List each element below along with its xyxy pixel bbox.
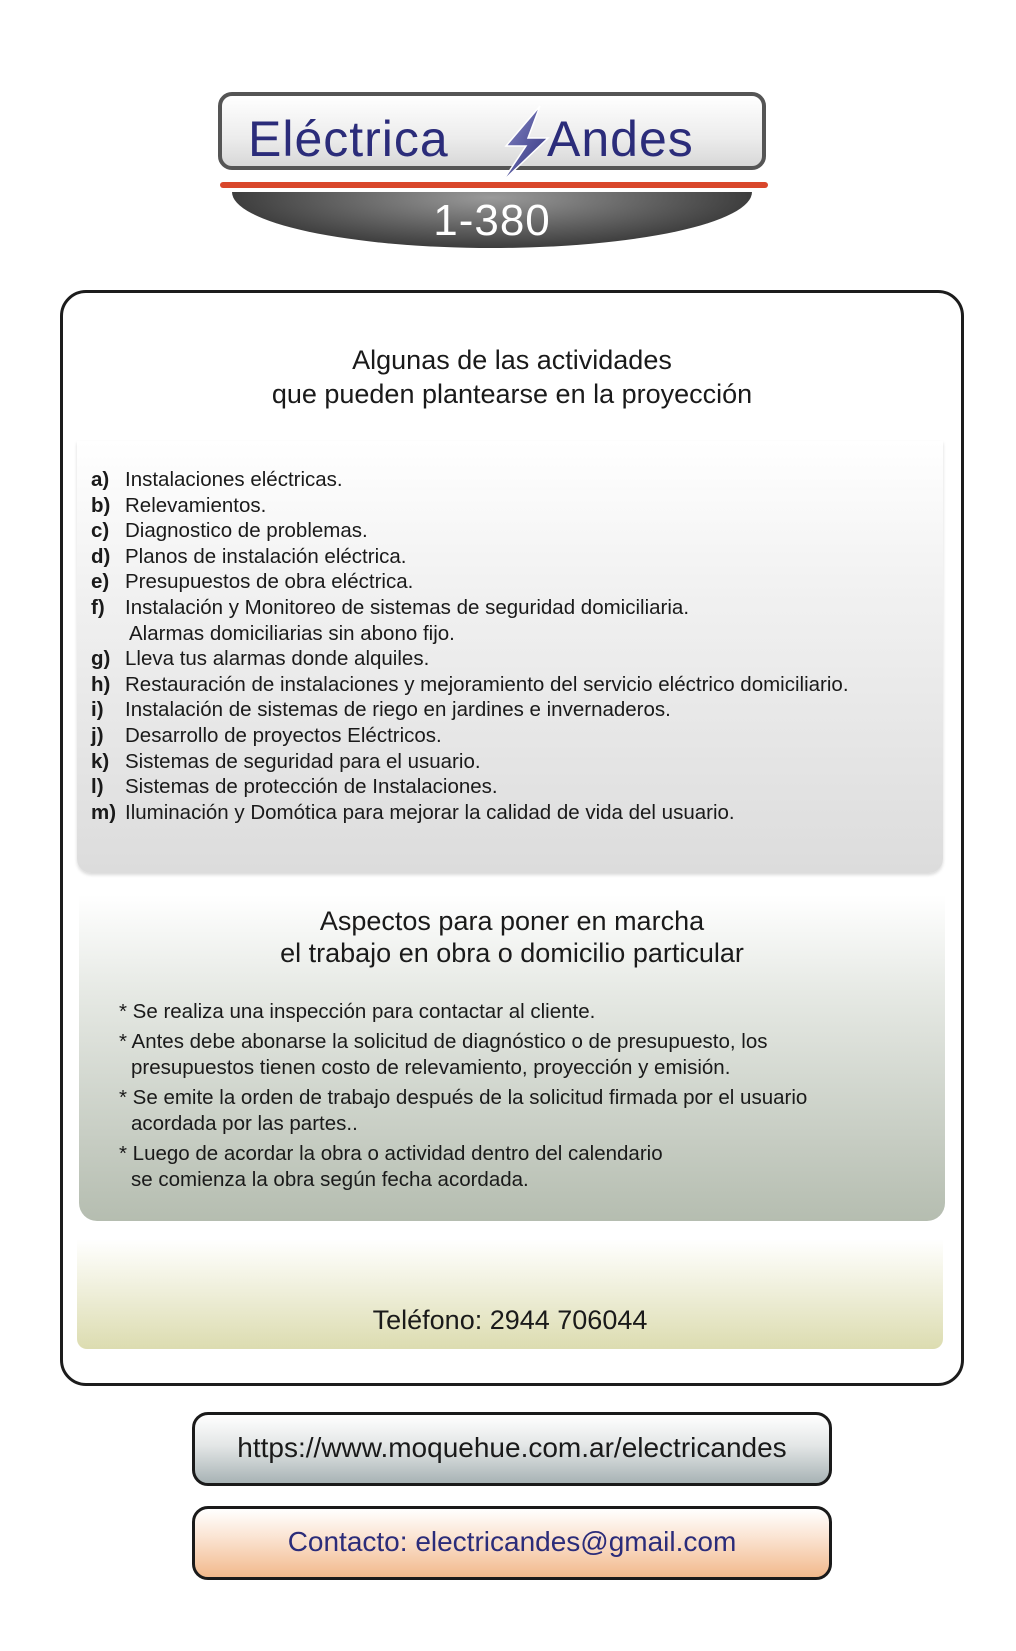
activities-list: [91, 467, 849, 825]
logo-divider: [220, 182, 768, 188]
logo-word-andes: Andes: [547, 111, 694, 167]
list-item: * Se emite la orden de trabajo después de la solicitud firmada por el usuario acordada por las partes..: [119, 1086, 808, 1135]
aspects-title-line1: Aspectos para poner en marcha: [319, 906, 705, 936]
list-item-continuation: Alarmas domiciliarias sin abono fijo.: [129, 621, 455, 645]
aspects-panel: [79, 895, 945, 1221]
list-item: l) Sistemas de protección de Instalaciones.: [91, 775, 498, 799]
list-item: b) Relevamientos.: [91, 493, 267, 517]
list-item: f) Instalación y Monitoreo de sistemas de seguridad domiciliaria.: [91, 595, 690, 619]
aspects-title-line2: el trabajo en obra o domicilio particular: [280, 938, 744, 968]
list-item: e) Presupuestos de obra eléctrica.: [91, 570, 414, 594]
activities-panel: [77, 441, 943, 873]
activities-title-line2: que pueden plantearse en la proyección: [271, 379, 753, 409]
logo-word-electrica: Eléctrica: [248, 111, 449, 167]
list-item: c) Diagnostico de problemas.: [91, 519, 368, 543]
website-link[interactable]: https://www.moquehue.com.ar/electricandes: [192, 1412, 832, 1486]
main-card: [60, 290, 964, 1386]
list-item: d) Planos de instalación eléctrica.: [91, 544, 407, 568]
phone-panel: [77, 1239, 943, 1349]
badge-number: 1-380: [433, 196, 551, 245]
phone-number: Teléfono: 2944 706044: [372, 1305, 648, 1335]
list-item: h) Restauración de instalaciones y mejoramiento del servicio eléctrico domiciliario.: [91, 672, 849, 696]
list-item: a) Instalaciones eléctricas.: [91, 468, 343, 491]
list-item: g) Lleva tus alarmas donde alquiles.: [91, 647, 430, 671]
list-item: * Luego de acordar la obra o actividad dentro del calendario se comienza la obra según fecha acordada.: [119, 1142, 663, 1191]
aspects-title: [79, 905, 945, 969]
brand-logo: [214, 84, 774, 254]
contact-email-link[interactable]: Contacto: electricandes@gmail.com: [192, 1506, 832, 1580]
logo-badge: [232, 192, 752, 248]
list-item: m) Iluminación y Domótica para mejorar la calidad de vida del usuario.: [91, 800, 735, 824]
list-item: * Se realiza una inspección para contactar al cliente.: [119, 1000, 596, 1023]
activities-title: [63, 343, 961, 411]
list-item: * Antes debe abonarse la solicitud de diagnóstico o de presupuesto, los presupuestos tienen costo de relevamiento, proyección y emisión.: [119, 1030, 768, 1079]
list-item: k) Sistemas de seguridad para el usuario.: [91, 749, 481, 773]
aspects-list: [119, 999, 807, 1197]
list-item: i) Instalación de sistemas de riego en jardines e invernaderos.: [91, 698, 671, 722]
logo-frame: [218, 92, 766, 170]
list-item: j) Desarrollo de proyectos Eléctricos.: [91, 723, 442, 747]
activities-title-line1: Algunas de las actividades: [352, 345, 672, 375]
